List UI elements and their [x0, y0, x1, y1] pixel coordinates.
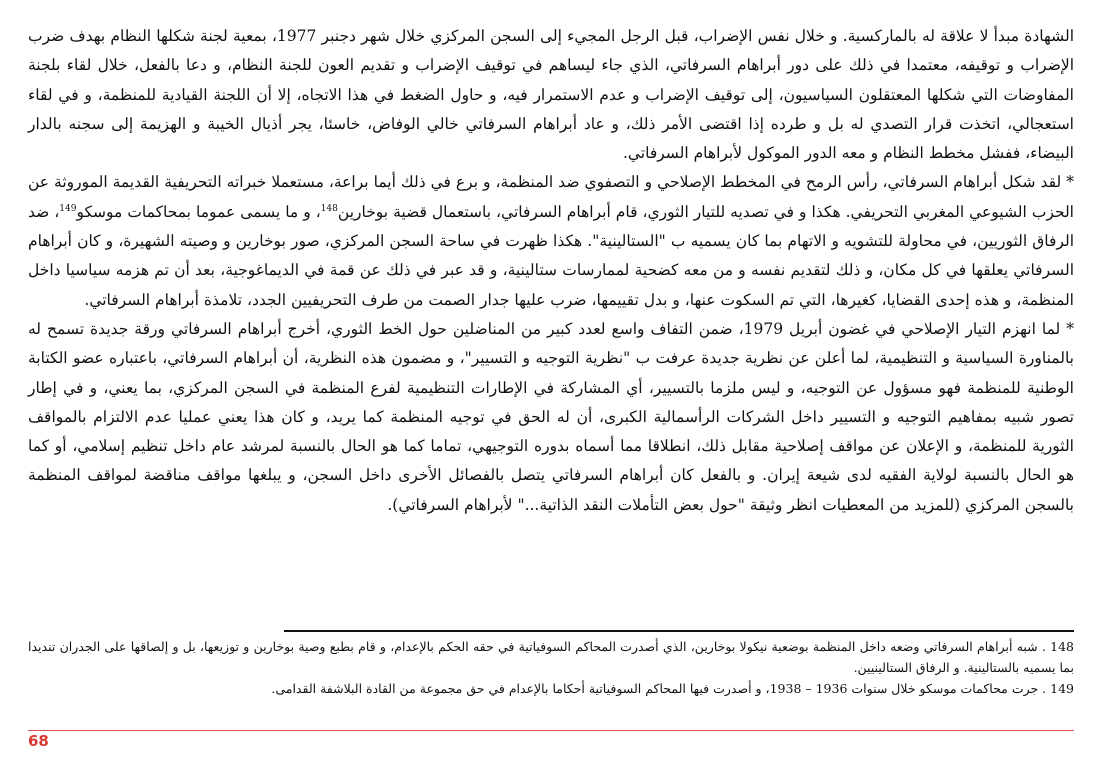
footnote-number: 149: [1050, 681, 1074, 696]
paragraph-2-text-b: ، و ما يسمى عموما بمحاكمات موسكو: [76, 202, 321, 221]
footnote-text: . شبه أبراهام السرفاتي وضعه داخل المنظمة بوضعية نيكولا بوخارين، الذي أصدرت المحاكم السوفياتية في حقه الحكم بالإعدام، و قام بطبع وصية بوخارين و توزيعها، بل و إلصاقها على الجدران تنديدا بما يسميه بالستالينية. و الرفاق الستالينيين.: [28, 639, 1074, 675]
document-page: [28, 22, 1074, 762]
page-number: 68: [28, 732, 49, 750]
footnote-number: 148: [1050, 639, 1074, 654]
footnotes: [28, 636, 1074, 699]
footnote-ref-148[interactable]: 148: [320, 203, 338, 214]
paragraph-2-text-c: ، ضد الرفاق الثوريين، في محاولة للتشويه و الاتهام بما كان يسميه ب "الستالينية". هكذا ظهرت في ساحة السجن المركزي، صور بوخارين و وصيته الشهيرة، و كان أبراهام السرفاتي يعلقها في كل مكان، و ذلك لتقديم نفسه و من معه كضحية لممارسات ستالينية، و قد عبر في ذلك عن قمة في الديماغوجية، بعد أن تم هزمه سياسيا داخل المنظمة، و هذه إحدى القضايا، كغيرها، التي تم السكوت عنها، و بدل تقييمها، ضرب عليها جدار الصمت من طرف التحريفيين الجدد، تلامذة أبراهام السرفاتي.: [28, 202, 1074, 309]
footnote-text: . جرت محاكمات موسكو خلال سنوات 1936 – 1938، و أصدرت فيها المحاكم السوفياتية أحكاما بالإعدام في حق مجموعة من القادة البلاشفة القدامى.: [271, 681, 1047, 696]
footnote-ref-149[interactable]: 149: [59, 203, 77, 214]
paragraph-2: [28, 168, 1074, 314]
footnote-separator: [284, 630, 1074, 632]
main-text: [28, 22, 1074, 520]
paragraph-2-text-a: * لقد شكل أبراهام السرفاتي، رأس الرمح في المخطط الإصلاحي و التصفوي ضد المنظمة، و برع في ذلك أيما براعة، مستعملا خبراته التحريفية القديمة الموروثة عن الحزب الشيوعي المغربي التحريفي. هكذا و في تصديه للتيار الثوري، قام أبراهام السرفاتي، باستعمال قضية بوخارين: [28, 173, 1074, 221]
footnote-148: [28, 636, 1074, 678]
footer-rule: [28, 730, 1074, 731]
footnote-149: [28, 678, 1074, 699]
paragraph-1: الشهادة مبدأ لا علاقة له بالماركسية. و خلال نفس الإضراب، قبل الرجل المجيء إلى السجن المركزي خلال شهر دجنبر 1977، بمعية لجنة شكلها النظام بهدف ضرب الإضراب و توقيفه، معتمدا في ذلك على دور أبراهام السرفاتي، الذي جاء ليساهم في توقيف الإضراب و تقديم العون للجنة النظام، و دعا بالفعل، خلال لقاء بلجنة المفاوضات التي شكلها المعتقلون السياسيون، إلى توقيف الإضراب و عدم الاستمرار فيه، و حاول الضغط في هذا الاتجاه، إلا أن اللجنة القيادية للمنظمة، و في لقاء استعجالي، اتخذت قرار التصدي له بل و طرده إذا اقتضى الأمر ذلك، و عاد أبراهام السرفاتي خالي الوفاض، خاسئا، يجر أذيال الخيبة و الهزيمة إلى سجنه بالدار البيضاء، ففشل مخطط النظام و معه الدور الموكول لأبراهام السرفاتي.: [28, 27, 1074, 163]
paragraph-3: * لما انهزم التيار الإصلاحي في غضون أبريل 1979، ضمن التفاف واسع لعدد كبير من المناضلين حول الخط الثوري، أخرج أبراهام السرفاتي ورقة جديدة تسمح له بالمناورة السياسية و التنظيمية، لما أعلن عن نظرية جديدة عرفت ب "نظرية التوجيه و التسيير"، و مضمون هذه النظرية، أن أبراهام السرفاتي، باعتباره عضو الكتابة الوطنية للمنظمة فهو مسؤول عن التوجيه، و ليس ملزما بالتسيير، أي المشاركة في الإطارات التنظيمية لفرع المنظمة في السجن المركزي، بما يعني، و في إطار تصور شبيه بمفاهيم التوجيه و التسيير داخل الشركات الرأسمالية الكبرى، أن له الحق في توجيه المنظمة كما يريد، و كان هذا يعني عمليا عدم الالتزام بالمواقف الثورية للمنظمة، و الإعلان عن مواقف إصلاحية مقابل ذلك، انطلاقا مما أسماه بدوره التوجيهي، تماما كما هو الحال بالنسبة لمرشد عام داخل تنظيم إسلامي، أو كما هو الحال بالنسبة لولاية الفقيه لدى شيعة إيران. و بالفعل كان أبراهام السرفاتي يتصل بالفصائل الأخرى داخل السجن، و يبلغها مواقف مناقضة لمواقف المنظمة بالسجن المركزي (للمزيد من المعطيات انظر وثيقة "حول بعض التأملات النقد الذاتية..." لأبراهام السرفاتي).: [28, 319, 1074, 514]
